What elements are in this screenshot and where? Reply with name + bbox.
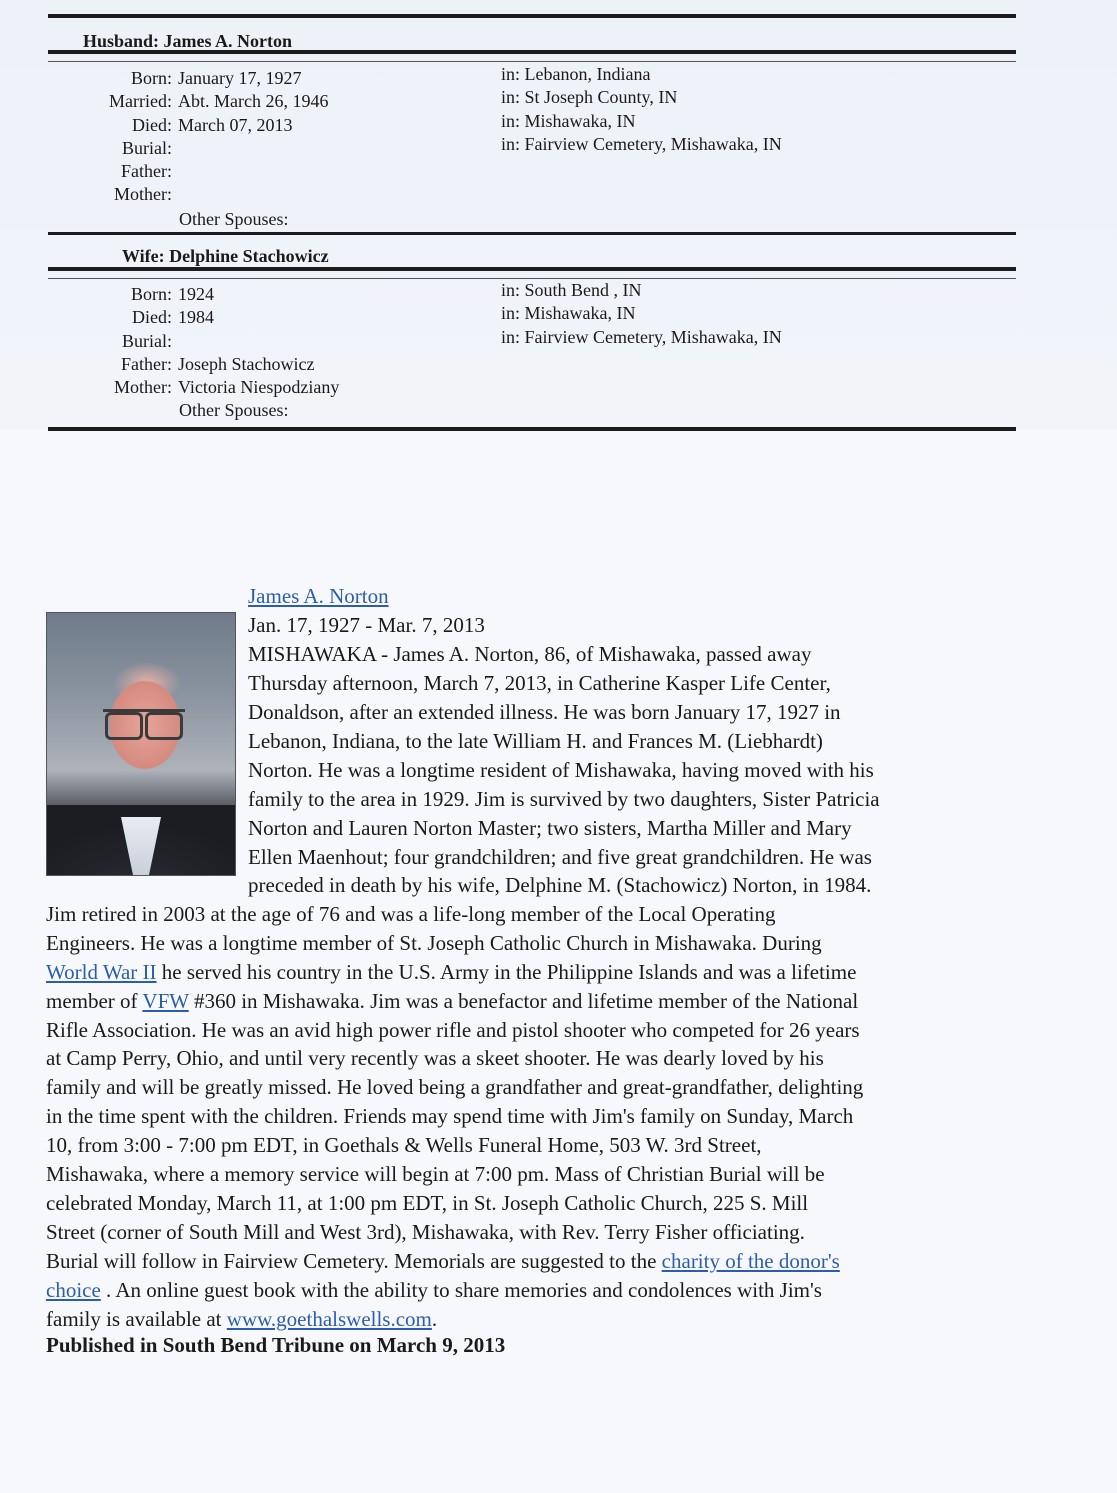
vfw-link[interactable]: VFW xyxy=(142,989,189,1013)
husband-heading xyxy=(83,31,292,52)
charity-link[interactable]: charity of the donor's xyxy=(661,1249,840,1273)
wife-facts xyxy=(60,283,380,399)
obituary-line: family and will be greatly missed. He loved being a grandfather and great-grandfather, delighting xyxy=(46,1075,864,1099)
bottom-rule xyxy=(48,427,1016,431)
obituary-dates: Jan. 17, 1927 - Mar. 7, 2013 xyxy=(248,613,485,637)
place-label: in: xyxy=(501,133,521,154)
husband-facts xyxy=(60,67,360,207)
place-row xyxy=(501,279,782,302)
place-value: Mishawaka, IN xyxy=(524,110,636,131)
place-value: Lebanon, Indiana xyxy=(524,64,651,84)
charity-link-choice[interactable]: choice xyxy=(46,1278,101,1302)
name-link-text[interactable]: James A. Norton xyxy=(248,584,389,608)
obituary-line: Engineers. He was a longtime member of St. Joseph Catholic Church in Mishawaka. During xyxy=(46,931,822,955)
obituary-line: Donaldson, after an extended illness. He was born January 17, 1927 in xyxy=(248,700,841,724)
fact-label: Father: xyxy=(121,161,172,182)
fact-value: 1924 xyxy=(178,284,214,304)
wife-places xyxy=(501,279,782,349)
obituary-line: Jim retired in 2003 at the age of 76 and was a life-long member of the Local Operating xyxy=(46,902,776,926)
obituary-line: celebrated Monday, March 11, at 1:00 pm EDT, in St. Joseph Catholic Church, 225 S. Mill xyxy=(46,1191,809,1215)
obituary-line-ww2 xyxy=(46,958,856,987)
place-value: St Joseph County, IN xyxy=(524,87,678,108)
obituary-line: Mishawaka, where a memory service will begin at 7:00 pm. Mass of Christian Burial will be xyxy=(46,1162,825,1186)
place-row xyxy=(501,326,782,349)
line-text: member of xyxy=(46,989,143,1013)
place-label: in: xyxy=(501,87,521,108)
fact-label: Born: xyxy=(130,284,172,304)
place-value: Fairview Cemetery, Mishawaka, IN xyxy=(524,326,782,347)
obituary-line: Norton. He was a longtime resident of Mishawaka, having moved with his xyxy=(248,758,874,782)
fact-label: Died: xyxy=(132,307,172,328)
line-text: Burial will follow in Fairview Cemetery. Memorials are suggested to the xyxy=(46,1249,662,1273)
obituary-line: Ellen Maenhout; four grandchildren; and five great grandchildren. He was xyxy=(248,845,872,869)
wife-father xyxy=(60,353,380,376)
place-value: Fairview Cemetery, Mishawaka, IN xyxy=(524,133,782,154)
line-text: . xyxy=(431,1307,438,1331)
obituary-line: Street (corner of South Mill and West 3rd), Mishawaka, with Rev. Terry Fisher officiating. xyxy=(46,1220,805,1244)
wife-top-rule xyxy=(48,232,1016,235)
fact-value: Abt. March 26, 1946 xyxy=(178,91,329,112)
wife-mother xyxy=(60,376,380,399)
obituary-line: preceded in death by his wife, Delphine M. (Stachowicz) Norton, in 1984. xyxy=(248,873,872,897)
line-text: family is available at xyxy=(46,1307,227,1331)
wife-died xyxy=(60,306,380,329)
published-note: Published in South Bend Tribune on March 9, 2013 xyxy=(46,1333,506,1357)
husband-other-spouses: Other Spouses: xyxy=(179,209,289,229)
obituary-line: Norton and Lauren Norton Master; two sisters, Martha Miller and Mary xyxy=(248,816,852,840)
line-text: he served his country in the U.S. Army in the Philippine Islands and was a lifetime xyxy=(156,960,857,984)
place-value: South Bend , IN xyxy=(524,280,642,300)
husband-name: James A. Norton xyxy=(163,31,293,51)
wife-born xyxy=(60,283,380,306)
world-war-ii-link[interactable]: World War II xyxy=(46,960,157,984)
obituary-line: MISHAWAKA - James A. Norton, 86, of Mishawaka, passed away xyxy=(248,642,812,666)
line-text: . An online guest book with the ability to share memories and condolences with Jim's xyxy=(100,1278,822,1302)
portrait-photo xyxy=(46,612,236,876)
obituary-line-choice xyxy=(46,1276,822,1305)
husband-subrule xyxy=(48,61,1016,62)
obituary-line: Thursday afternoon, March 7, 2013, in Catherine Kasper Life Center, xyxy=(248,671,831,695)
place-row xyxy=(501,86,782,109)
fact-value: Victoria Niespodziany xyxy=(178,377,340,398)
place-label: in: xyxy=(501,64,521,84)
obituary-line: 10, from 3:00 - 7:00 pm EDT, in Goethals & Wells Funeral Home, 503 W. 3rd Street, xyxy=(46,1133,762,1157)
husband-burial xyxy=(60,137,360,160)
obituary-name-link[interactable] xyxy=(248,582,389,611)
place-label: in: xyxy=(501,303,521,324)
fact-value: 1984 xyxy=(178,307,214,328)
fact-value: March 07, 2013 xyxy=(178,114,293,135)
obituary-line-vfw xyxy=(46,987,858,1016)
fact-label: Mother: xyxy=(114,184,172,205)
husband-places xyxy=(501,63,782,156)
obituary-line: at Camp Perry, Ohio, and until very recently was a skeet shooter. He was dearly loved by his xyxy=(46,1046,824,1070)
husband-heading-label: Husband: xyxy=(83,31,160,51)
husband-mother xyxy=(60,183,360,206)
husband-died xyxy=(60,114,360,137)
fact-value: January 17, 1927 xyxy=(178,68,302,88)
glasses-shape xyxy=(103,709,185,738)
fact-label: Burial: xyxy=(122,137,172,158)
top-rule xyxy=(48,14,1016,18)
wife-heading xyxy=(122,246,329,267)
place-label: in: xyxy=(501,280,521,300)
website-link[interactable]: www.goethalswells.com xyxy=(226,1307,432,1331)
place-row xyxy=(501,133,782,156)
wife-heading-label: Wife: xyxy=(122,246,165,266)
wife-other-spouses: Other Spouses: xyxy=(179,400,289,420)
obituary-line-charity xyxy=(46,1247,840,1276)
husband-born xyxy=(60,67,360,90)
fact-label: Married: xyxy=(109,91,172,112)
obituary-line: Rifle Association. He was an avid high power rifle and pistol shooter who competed for 26 years xyxy=(46,1018,860,1042)
place-label: in: xyxy=(501,110,521,131)
fact-label: Died: xyxy=(132,114,172,135)
wife-rule xyxy=(48,267,1016,271)
fact-label: Mother: xyxy=(114,377,172,398)
wife-name: Delphine Stachowicz xyxy=(169,246,329,266)
line-text: #360 in Mishawaka. Jim was a benefactor and lifetime member of the National xyxy=(188,989,859,1013)
obituary-line: in the time spent with the children. Friends may spend time with Jim's family on Sunday, March xyxy=(46,1104,854,1128)
place-row xyxy=(501,63,782,86)
husband-married xyxy=(60,90,360,113)
obituary-line: Lebanon, Indiana, to the late William H. and Frances M. (Liebhardt) xyxy=(248,729,823,753)
place-value: Mishawaka, IN xyxy=(524,303,636,324)
fact-label: Born: xyxy=(130,68,172,88)
place-row xyxy=(501,302,782,325)
fact-value: Joseph Stachowicz xyxy=(178,353,315,374)
fact-label: Burial: xyxy=(122,330,172,351)
fact-label: Father: xyxy=(121,353,172,374)
obituary-line: family to the area in 1929. Jim is survived by two daughters, Sister Patricia xyxy=(248,787,880,811)
place-row xyxy=(501,110,782,133)
husband-father xyxy=(60,160,360,183)
wife-burial xyxy=(60,330,380,353)
obituary-line-website xyxy=(46,1305,437,1334)
place-label: in: xyxy=(501,326,521,347)
